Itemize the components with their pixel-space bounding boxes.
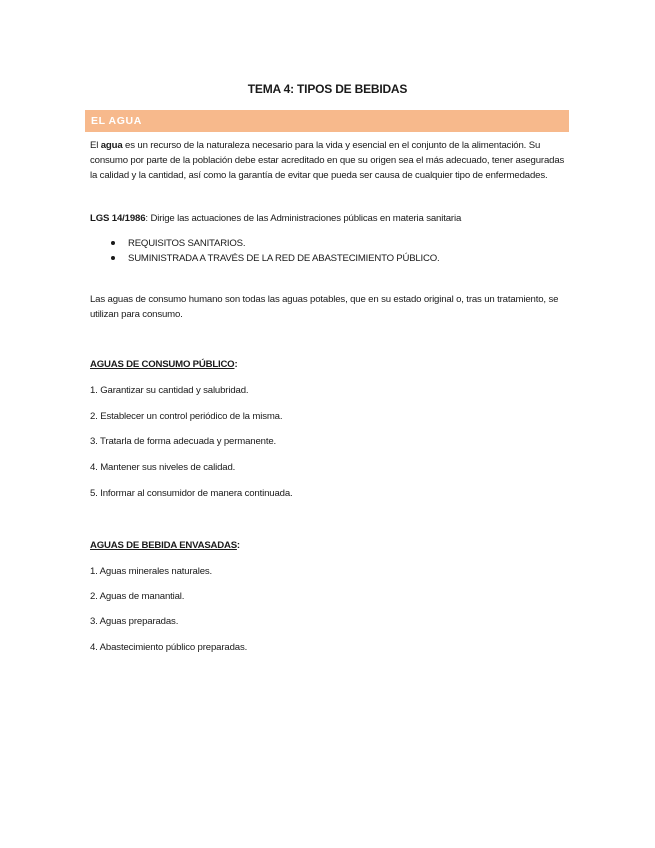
- list-item: 1. Garantizar su cantidad y salubridad.: [90, 385, 249, 396]
- bullet-text: SUMINISTRADA A TRAVÉS DE LA RED DE ABASTECIMIENTO PÚBLICO.: [128, 253, 440, 264]
- law-bullet-list: [106, 236, 439, 266]
- intro-text-start: El: [90, 140, 101, 151]
- intro-bold-term: agua: [100, 140, 123, 151]
- list-item: 3. Aguas preparadas.: [90, 616, 179, 627]
- bullet-dot-icon: [111, 241, 115, 245]
- bullet-dot-icon: [111, 256, 115, 260]
- list-item: 2. Establecer un control periódico de la misma.: [90, 411, 283, 422]
- page-title: TEMA 4: TIPOS DE BEBIDAS: [247, 82, 408, 96]
- bullet-item: [106, 236, 439, 251]
- heading-colon: :: [236, 540, 240, 551]
- list-item: 3. Tratarla de forma adecuada y permanente.: [90, 436, 277, 447]
- list-item: 5. Informar al consumidor de manera continuada.: [90, 488, 293, 499]
- definition-paragraph: Las aguas de consumo humano son todas las aguas potables, que en su estado original o, tras un tratamiento, se utilizan para consumo.: [90, 294, 559, 320]
- list-item: 2. Aguas de manantial.: [90, 591, 185, 602]
- list-item: 1. Aguas minerales naturales.: [90, 566, 213, 577]
- public-water-heading: [90, 359, 237, 370]
- intro-text-rest: es un recurso de la naturaleza necesario para la vida y esencial en el conjunto de la alimentación. Su consumo por parte de la población debe estar acreditado en que su origen sea el más adecuado, tener aseguradas la calidad y la cantidad, así como la garantía de evitar que pueda ser causa de cualquier tipo de enfermedades.: [90, 140, 565, 181]
- list-item: 4. Mantener sus niveles de calidad.: [90, 462, 236, 473]
- heading-colon: :: [234, 359, 238, 370]
- bottled-water-heading: [90, 540, 240, 551]
- law-description: : Dirige las actuaciones de las Administraciones públicas en materia sanitaria: [145, 213, 462, 224]
- section-banner-el-agua: EL AGUA: [85, 110, 569, 132]
- list-item: 4. Abastecimiento público preparadas.: [90, 642, 248, 653]
- public-water-heading-text: AGUAS DE CONSUMO PÚBLICO: [90, 359, 235, 370]
- bullet-item: [106, 251, 439, 266]
- bottled-water-heading-text: AGUAS DE BEBIDA ENVASADAS: [90, 540, 237, 551]
- law-paragraph: [90, 211, 570, 226]
- bullet-text: REQUISITOS SANITARIOS.: [128, 238, 246, 249]
- intro-paragraph: [90, 138, 570, 183]
- law-reference: LGS 14/1986: [90, 213, 146, 224]
